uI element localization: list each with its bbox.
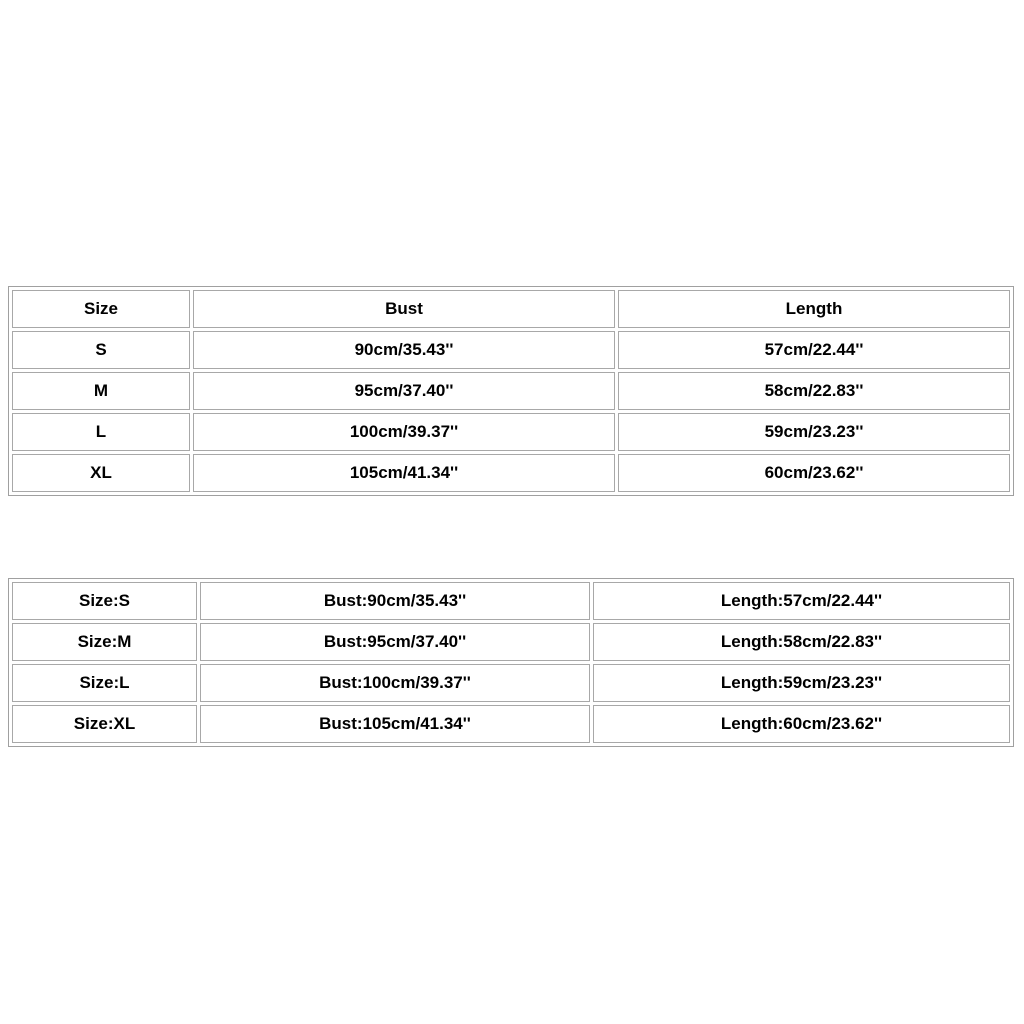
length-cell: Length:60cm/23.62'' — [593, 705, 1010, 743]
size-cell: Size:XL — [12, 705, 197, 743]
length-cell: 58cm/22.83'' — [618, 372, 1010, 410]
length-cell: 57cm/22.44'' — [618, 331, 1010, 369]
length-cell: Length:57cm/22.44'' — [593, 582, 1010, 620]
size-cell: Size:L — [12, 664, 197, 702]
bust-cell: 90cm/35.43'' — [193, 331, 615, 369]
table-row — [12, 664, 1010, 702]
size-cell: Size:S — [12, 582, 197, 620]
table-row — [12, 454, 1010, 492]
table-row — [12, 372, 1010, 410]
bust-cell: 105cm/41.34'' — [193, 454, 615, 492]
size-chart-table-2 — [8, 578, 1014, 747]
bust-cell: Bust:95cm/37.40'' — [200, 623, 590, 661]
bust-cell: 100cm/39.37'' — [193, 413, 615, 451]
header-cell-bust: Bust — [193, 290, 615, 328]
table-row — [12, 413, 1010, 451]
bust-cell: 95cm/37.40'' — [193, 372, 615, 410]
table-header-row — [12, 290, 1010, 328]
bust-cell: Bust:90cm/35.43'' — [200, 582, 590, 620]
bust-cell: Bust:105cm/41.34'' — [200, 705, 590, 743]
size-cell: L — [12, 413, 190, 451]
table-row — [12, 623, 1010, 661]
length-cell: Length:58cm/22.83'' — [593, 623, 1010, 661]
size-cell: M — [12, 372, 190, 410]
bust-cell: Bust:100cm/39.37'' — [200, 664, 590, 702]
header-cell-length: Length — [618, 290, 1010, 328]
size-cell: Size:M — [12, 623, 197, 661]
table-row — [12, 331, 1010, 369]
size-cell: S — [12, 331, 190, 369]
length-cell: Length:59cm/23.23'' — [593, 664, 1010, 702]
table-row — [12, 705, 1010, 743]
length-cell: 60cm/23.62'' — [618, 454, 1010, 492]
header-cell-size: Size — [12, 290, 190, 328]
size-chart-table-1 — [8, 286, 1014, 496]
length-cell: 59cm/23.23'' — [618, 413, 1010, 451]
table-row — [12, 582, 1010, 620]
size-cell: XL — [12, 454, 190, 492]
